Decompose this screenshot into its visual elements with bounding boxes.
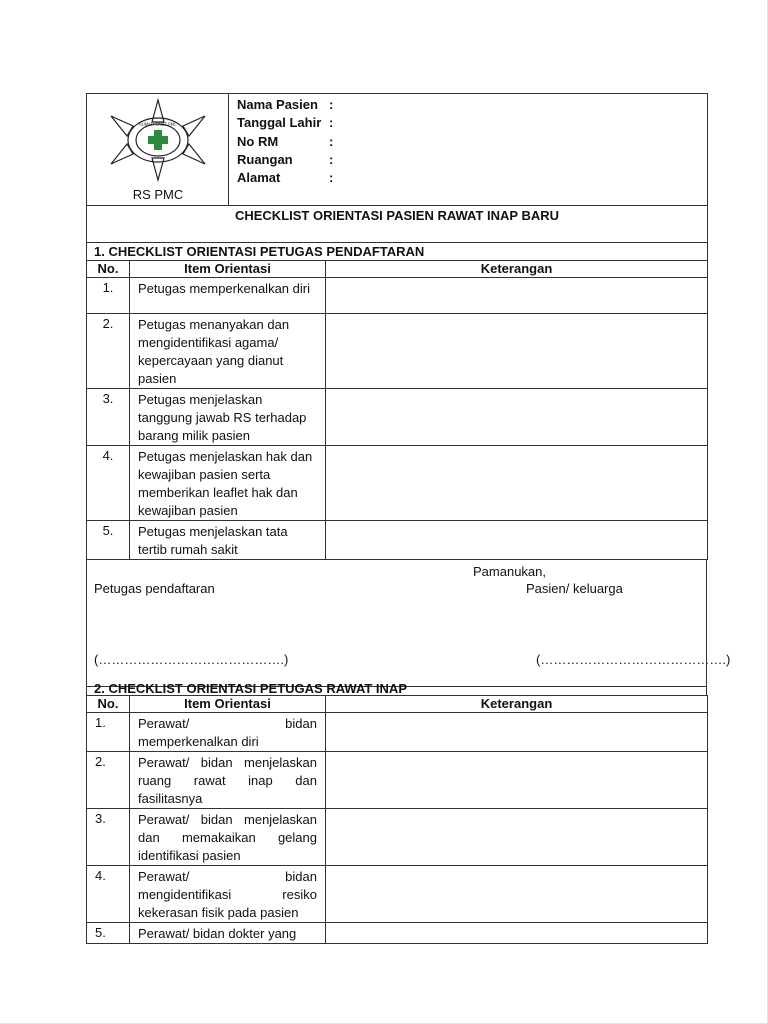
row-item: Petugas menjelaskan tanggung jawab RS terhadap barang milik pasien: [130, 389, 326, 446]
row-item: Perawat/ bidan dokter yang: [130, 923, 326, 944]
row-item: Petugas menjelaskan tata tertib rumah sakit: [130, 521, 326, 560]
row-number: 4.: [87, 446, 130, 521]
address-row: [237, 169, 707, 187]
birth-date-row: [237, 114, 707, 132]
patient-name-row: [237, 96, 707, 114]
signature-left-label: Petugas pendaftaran: [94, 581, 215, 596]
row-keterangan[interactable]: [326, 389, 708, 446]
logo-text: RUMAH SAKIT PMC: [139, 122, 177, 127]
row-item: Petugas menanyakan dan mengidentifikasi agama/ kepercayaan yang dianut pasien: [130, 314, 326, 389]
section1-table: [86, 260, 708, 560]
table-row: [87, 314, 708, 389]
hospital-name: RS PMC: [132, 187, 184, 202]
col-header-item: Item Orientasi: [130, 696, 326, 713]
row-keterangan[interactable]: [326, 866, 708, 923]
table-row: [87, 278, 708, 314]
section2-title-cell: [87, 681, 707, 696]
col-header-keterangan: Keterangan: [326, 261, 708, 278]
row-number: 5.: [87, 923, 130, 944]
signature-block: [87, 560, 731, 687]
row-item: Perawat/ bidan menjelaskan ruang rawat inap dan fasilitasnya: [130, 752, 326, 809]
row-item: Perawat/ bidan memperkenalkan diri: [130, 713, 326, 752]
section2-title: 2. CHECKLIST ORIENTASI PETUGAS RAWAT INAP: [94, 681, 407, 696]
field-label: No RM: [237, 133, 279, 149]
table-row: [87, 446, 708, 521]
table-row: [87, 809, 708, 866]
row-keterangan[interactable]: [326, 446, 708, 521]
document-title: CHECKLIST ORIENTASI PASIEN RAWAT INAP BARU: [87, 206, 708, 243]
signature-right-label: Pasien/ keluarga: [526, 581, 623, 596]
row-number: 2.: [87, 314, 130, 389]
field-colon: :: [329, 115, 334, 131]
patient-info: [229, 94, 708, 206]
row-item: Perawat/ bidan mengidentifikasi resiko kekerasan fisik pada pasien: [130, 866, 326, 923]
row-number: 4.: [87, 866, 130, 923]
field-label: Tanggal Lahir: [237, 115, 322, 131]
field-colon: :: [329, 97, 334, 112]
row-keterangan[interactable]: [326, 809, 708, 866]
row-keterangan[interactable]: [326, 752, 708, 809]
col-header-no: No.: [87, 261, 130, 278]
signature-table: [86, 559, 731, 696]
checklist-document: [86, 93, 731, 944]
table-row: [87, 521, 708, 560]
hospital-logo-icon: [101, 96, 215, 184]
field-colon: :: [329, 151, 334, 167]
row-number: 3.: [87, 389, 130, 446]
col-header-keterangan: Keterangan: [326, 696, 708, 713]
table-row: [87, 713, 708, 752]
row-keterangan[interactable]: [326, 314, 708, 389]
row-number: 3.: [87, 809, 130, 866]
row-keterangan[interactable]: [326, 923, 708, 944]
signature-place: Pamanukan,: [473, 564, 546, 579]
field-label: Nama Pasien: [237, 97, 318, 112]
signature-right-blank: (…………………………………….): [536, 652, 731, 667]
field-colon: :: [329, 133, 334, 149]
row-keterangan[interactable]: [326, 521, 708, 560]
room-row: [237, 151, 707, 169]
field-label: Ruangan: [237, 151, 293, 167]
table-row: [87, 752, 708, 809]
row-keterangan[interactable]: [326, 278, 708, 314]
section1-title: 1. CHECKLIST ORIENTASI PETUGAS PENDAFTARAN: [87, 243, 708, 261]
row-item: Petugas menjelaskan hak dan kewajiban pasien serta memberikan leaflet hak dan kewajiban pasien: [130, 446, 326, 521]
row-item: Perawat/ bidan menjelaskan dan memakaikan gelang identifikasi pasien: [130, 809, 326, 866]
row-number: 5.: [87, 521, 130, 560]
rm-number-row: [237, 133, 707, 151]
col-header-item: Item Orientasi: [130, 261, 326, 278]
row-number: 2.: [87, 752, 130, 809]
field-label: Alamat: [237, 170, 281, 186]
header-table: [86, 93, 708, 261]
field-colon: :: [329, 170, 334, 186]
row-keterangan[interactable]: [326, 713, 708, 752]
signature-left-blank: (…………………………………….): [94, 652, 289, 667]
row-number: 1.: [87, 278, 130, 314]
row-item: Petugas memperkenalkan diri: [130, 278, 326, 314]
section2-table: [86, 695, 708, 944]
table-row: [87, 389, 708, 446]
table-row: [87, 866, 708, 923]
row-number: 1.: [87, 713, 130, 752]
col-header-no: No.: [87, 696, 130, 713]
table-row: [87, 923, 708, 944]
logo-cell: [87, 94, 229, 206]
